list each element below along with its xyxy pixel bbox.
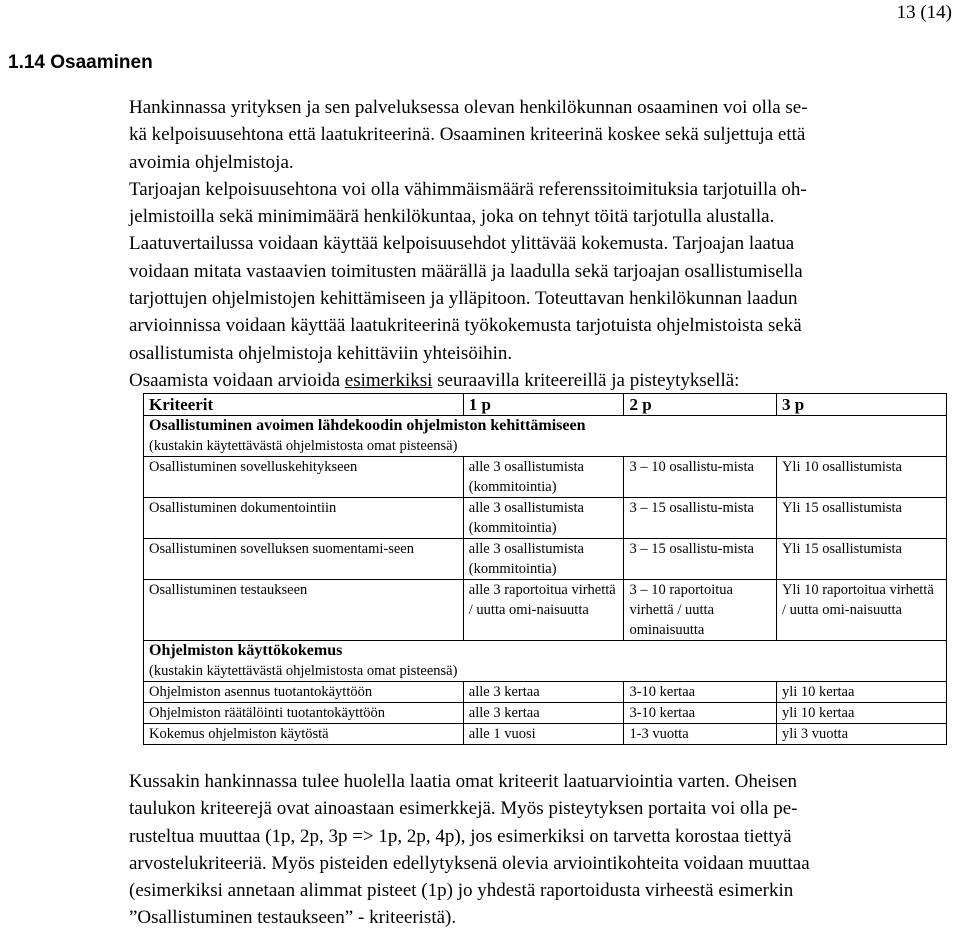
score-2p-cell: 3-10 kertaa <box>624 703 777 724</box>
criterion-cell: Osallistuminen sovelluskehitykseen <box>144 457 464 498</box>
header-criteria: Kriteerit <box>144 394 464 416</box>
table-row <box>144 498 947 539</box>
criterion-cell: Kokemus ohjelmiston käytöstä <box>144 724 464 745</box>
body-text <box>129 94 955 394</box>
score-1p-cell: alle 3 osallistumista (kommitointia) <box>463 457 624 498</box>
header-2p: 2 p <box>624 394 777 416</box>
section-row <box>144 416 947 457</box>
score-3p-cell: yli 3 vuotta <box>776 724 946 745</box>
section-row <box>144 641 947 682</box>
header-3p: 3 p <box>776 394 946 416</box>
paragraph-5 <box>129 768 955 932</box>
criterion-cell: Osallistuminen sovelluksen suomentami-seen <box>144 539 464 580</box>
text-line: osallistumista ohjelmistoja kehittäviin yhteisöihin. <box>129 342 513 364</box>
text-line: Tarjoajan kelpoisuusehtona voi olla vähimmäismäärä referenssitoimituksia tarjotuilla oh- <box>129 178 807 200</box>
text-line: Hankinnassa yrityksen ja sen palveluksessa olevan henkilökunnan osaaminen voi olla se- <box>129 97 808 118</box>
text-line: jelmistoilla sekä minimimäärä henkilökuntaa, joka on tehnyt töitä tarjotulla alustalla. <box>129 206 775 228</box>
criterion-cell: Ohjelmiston asennus tuotantokäyttöön <box>144 682 464 703</box>
score-3p-cell: Yli 15 osallistumista <box>776 498 946 539</box>
section-note: (kustakin käytettävästä ohjelmistosta omat pisteensä) <box>149 663 458 679</box>
score-1p-cell: alle 1 vuosi <box>463 724 624 745</box>
text-line: arvioinnissa voidaan käyttää laatukriteerinä työkokemusta tarjotuista ohjelmistoista sekä <box>129 315 802 337</box>
paragraph-3 <box>129 230 955 366</box>
paragraph-2 <box>129 176 955 231</box>
section-note: (kustakin käytettävästä ohjelmistosta omat pisteensä) <box>149 438 458 454</box>
underlined-word: esimerkiksi <box>344 369 433 391</box>
score-2p-cell: 3 – 15 osallistu-mista <box>624 498 777 539</box>
score-1p-cell: alle 3 kertaa <box>463 682 624 703</box>
text-line: ”Osallistuminen testaukseen” - kriteeristä). <box>129 907 457 929</box>
score-3p-cell: Yli 15 osallistumista <box>776 539 946 580</box>
text-line: avoimia ohjelmistoja. <box>129 151 294 173</box>
text-line: kä kelpoisuusehtona että laatukriteerinä. Osaaminen kriteerinä koskee sekä suljettuja että <box>129 124 806 146</box>
criterion-cell: Osallistuminen dokumentointiin <box>144 498 464 539</box>
table-row <box>144 457 947 498</box>
score-3p-cell: Yli 10 osallistumista <box>776 457 946 498</box>
score-2p-cell: 3-10 kertaa <box>624 682 777 703</box>
text-line: taulukon kriteerejä ovat ainoastaan esimerkkejä. Myös pisteytyksen portaita voi olla pe- <box>129 798 798 820</box>
score-2p-cell: 3 – 10 osallistu-mista <box>624 457 777 498</box>
section-cell <box>144 641 947 682</box>
table-row <box>144 580 947 641</box>
text-line: (esimerkiksi annetaan alimmat pisteet (1p) jo yhdestä raportoidusta virheestä esimerkin <box>129 880 794 902</box>
score-1p-cell: alle 3 osallistumista (kommitointia) <box>463 539 624 580</box>
section-title: Osallistuminen avoimen lähdekoodin ohjelmiston kehittämiseen <box>149 417 586 434</box>
section-heading: 1.14 Osaaminen <box>8 52 153 73</box>
criterion-cell: Ohjelmiston räätälöinti tuotantokäyttöön <box>144 703 464 724</box>
score-2p-cell: 3 – 15 osallistu-mista <box>624 539 777 580</box>
score-3p-cell: yli 10 kertaa <box>776 703 946 724</box>
table-header-row <box>144 394 947 416</box>
section-cell <box>144 416 947 457</box>
table-row <box>144 703 947 724</box>
score-3p-cell: yli 10 kertaa <box>776 682 946 703</box>
text-line: voidaan mitata vastaavien toimitusten määrällä ja laadulla sekä tarjoajan osallistumisella <box>129 260 803 282</box>
criteria-table <box>143 393 947 745</box>
table-row <box>144 539 947 580</box>
score-3p-cell: Yli 10 raportoitua virhettä / uutta omi-naisuutta <box>776 580 946 641</box>
score-2p-cell: 3 – 10 raportoitua virhettä / uutta ominaisuutta <box>624 580 777 641</box>
paragraph-4 <box>129 367 955 394</box>
score-1p-cell: alle 3 raportoitua virhettä / uutta omi-naisuutta <box>463 580 624 641</box>
header-1p: 1 p <box>463 394 624 416</box>
text-line: tarjottujen ohjelmistojen kehittämiseen ja ylläpitoon. Toteuttavan henkilökunnan laadun <box>129 288 798 310</box>
text-fragment: seuraavilla kriteereillä ja pisteytyksellä: <box>432 369 740 391</box>
table-row <box>144 682 947 703</box>
text-line: Kussakin hankinnassa tulee huolella laatia omat kriteerit laatuarviointia varten. Oheisen <box>129 771 797 792</box>
section-title: Ohjelmiston käyttökokemus <box>149 642 343 659</box>
closing-paragraph <box>129 768 955 932</box>
text-line: Laatuvertailussa voidaan käyttää kelpoisuusehdot ylittävää kokemusta. Tarjoajan laatua <box>129 233 795 255</box>
score-1p-cell: alle 3 osallistumista (kommitointia) <box>463 498 624 539</box>
paragraph-1 <box>129 94 955 176</box>
score-2p-cell: 1-3 vuotta <box>624 724 777 745</box>
text-fragment: Osaamista voidaan arvioida <box>129 369 345 391</box>
text-line: arvostelukriteeriä. Myös pisteiden edellytyksenä olevia arviointikohteita voidaan muuttaa <box>129 852 810 874</box>
text-line: rusteltua muuttaa (1p, 2p, 3p => 1p, 2p, 4p), jos esimerkiksi on tarvetta korostaa tiettyä <box>129 825 792 847</box>
criterion-cell: Osallistuminen testaukseen <box>144 580 464 641</box>
page-number: 13 (14) <box>896 2 952 23</box>
table-row <box>144 724 947 745</box>
score-1p-cell: alle 3 kertaa <box>463 703 624 724</box>
